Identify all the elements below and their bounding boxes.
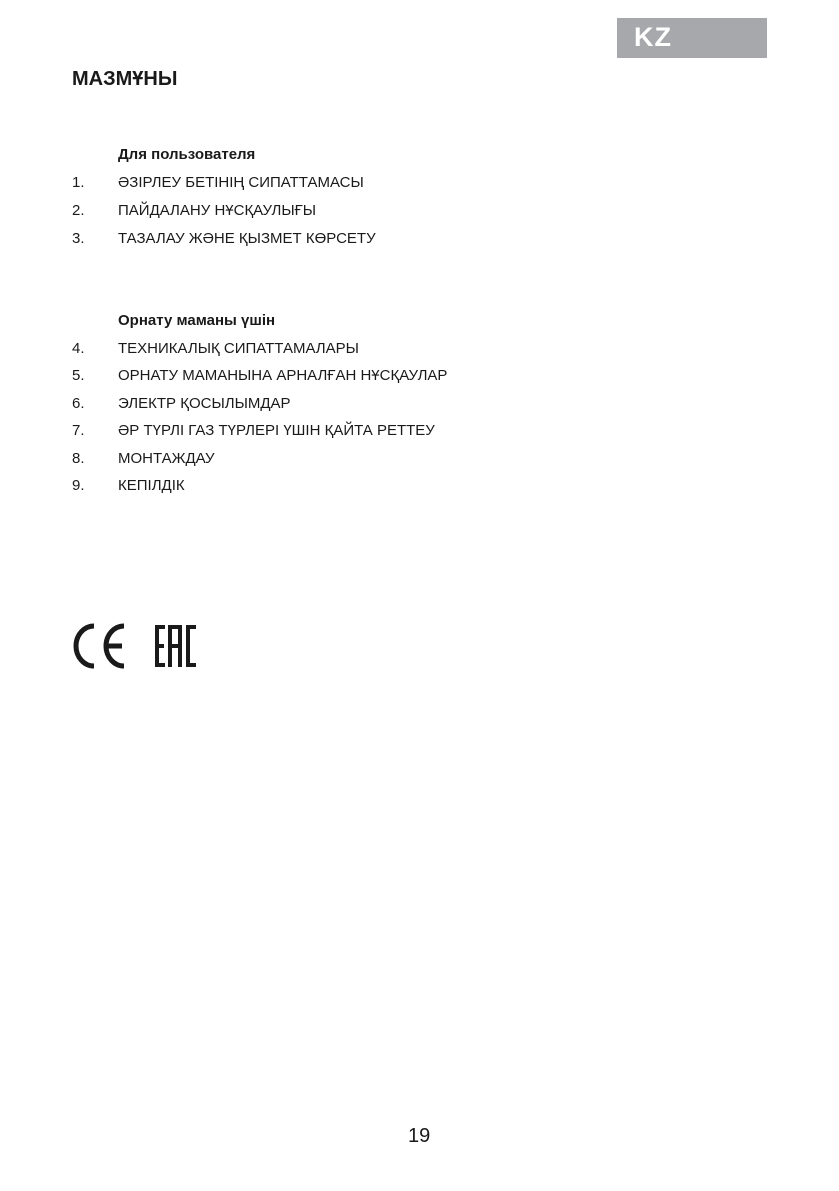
toc-item-number: 1.	[72, 174, 85, 191]
toc-item-number: 5.	[72, 367, 85, 384]
toc-item-label: ӘР ТҮРЛІ ГАЗ ТҮРЛЕРІ ҮШІН ҚАЙТА РЕТТЕУ	[118, 422, 435, 439]
toc-item-label: ОРНАТУ МАМАНЫНА АРНАЛҒАН НҰСҚАУЛАР	[118, 367, 448, 384]
ce-mark-icon	[76, 626, 94, 666]
language-code: KZ	[634, 22, 672, 52]
toc-item-number: 3.	[72, 230, 85, 247]
toc-item-number: 8.	[72, 450, 85, 467]
page-title: МАЗМҰНЫ	[72, 68, 178, 90]
toc-item-label: ПАЙДАЛАНУ НҰСҚАУЛЫҒЫ	[118, 202, 317, 219]
toc-item-number: 9.	[72, 477, 85, 494]
certification-marks	[70, 620, 210, 670]
toc-item-label: МОНТАЖДАУ	[118, 450, 215, 467]
toc-item-label: ТЕХНИКАЛЫҚ СИПАТТАМАЛАРЫ	[118, 340, 359, 357]
section-heading-user: Для пользователя	[118, 146, 256, 163]
toc-item-number: 2.	[72, 202, 85, 219]
ce-eac-marks-icon	[70, 620, 210, 672]
toc-item-number: 6.	[72, 395, 85, 412]
toc-item-number: 7.	[72, 422, 85, 439]
toc-item-number: 4.	[72, 340, 85, 357]
toc-item-label: ЭЛЕКТР ҚОСЫЛЫМДАР	[118, 395, 291, 412]
eac-mark-icon	[155, 625, 196, 667]
toc-item-label: ТАЗАЛАУ ЖӘНЕ ҚЫЗМЕТ КӨРСЕТУ	[118, 230, 376, 247]
section-heading-installer: Орнату маманы үшін	[118, 312, 276, 329]
toc-item-label: КЕПІЛДІК	[118, 477, 185, 494]
toc-item-label: ӘЗІРЛЕУ БЕТІНІҢ СИПАТТАМАСЫ	[118, 174, 364, 191]
language-tab	[617, 18, 767, 58]
page-number: 19	[408, 1125, 431, 1147]
